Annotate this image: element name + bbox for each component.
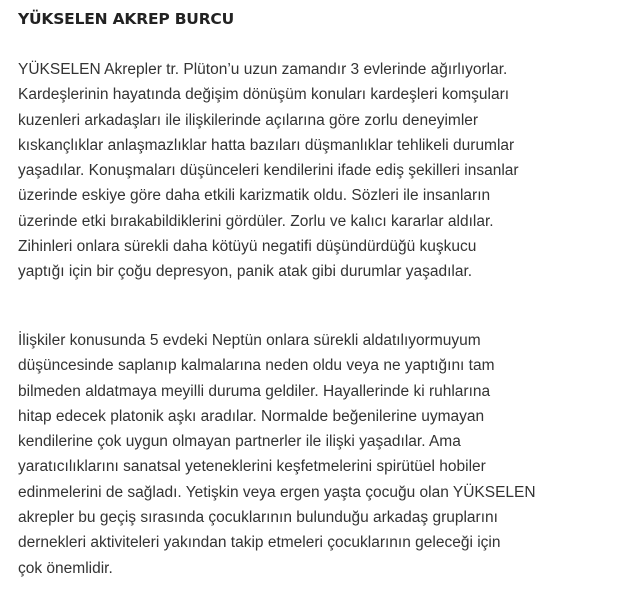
paragraph-line: yaşadılar. Konuşmaları düşünceleri kendilerini ifade ediş şekilleri insanlar <box>18 162 519 180</box>
paragraph-line: çok önemlidir. <box>18 559 113 577</box>
paragraph-line: kendilerine çok uygun olmayan partnerler ile ilişki yaşadılar. Ama <box>18 433 461 451</box>
paragraph-line: düşüncesinde saplanıp kalmalarına neden oldu veya ne yaptığını tam <box>18 357 495 375</box>
paragraph-line: İlişkiler konusunda 5 evdeki Neptün onlara sürekli aldatılıyormuyum <box>18 332 481 349</box>
paragraph-line: üzerinde etki bırakabildiklerini gördüler. Zorlu ve kalıcı kararlar aldılar. <box>18 212 494 230</box>
paragraph-line: Kardeşlerinin hayatında değişim dönüşüm konuları kardeşleri komşuları <box>18 86 510 104</box>
article-title: YÜKSELEN AKREP BURCU <box>18 10 234 28</box>
paragraph-line: dernekleri aktiviteleri yakından takip etmeleri çocuklarının geleceği için <box>18 534 501 552</box>
paragraph-line: kıskançlıklar anlaşmazlıklar hatta bazıları düşmanlıklar tehlikeli durumlar <box>18 136 515 154</box>
paragraph-2 <box>18 328 536 581</box>
paragraph-line: bilmeden aldatmaya meyilli duruma geldiler. Hayallerinde ki ruhlarına <box>18 382 491 400</box>
paragraph-line: yaptığı için bir çoğu depresyon, panik atak gibi durumlar yaşadılar. <box>18 263 473 281</box>
paragraph-line: kuzenleri arkadaşları ile ilişkilerinde açılarına göre zorlu deneyimler <box>18 111 479 129</box>
paragraph-line: hitap edecek platonik aşkı aradılar. Normalde beğenilerine uymayan <box>18 407 485 425</box>
paragraph-line: yaratıcılıklarını sanatsal yeteneklerini keşfetmelerini spirütüel hobiler <box>18 458 486 476</box>
paragraph-line: Zihinleri onlara sürekli daha kötüyü negatifi düşündürdüğü kuşkucu <box>18 238 477 256</box>
paragraph-line: edinmelerini de sağladı. Yetişkin veya ergen yaşta çocuğu olan YÜKSELEN <box>18 483 536 501</box>
paragraph-1 <box>18 57 519 285</box>
paragraph-line: üzerinde eskiye göre daha etkili karizmatik oldu. Sözleri ile insanların <box>18 187 491 205</box>
paragraph-line: akrepler bu geçiş sırasında çocuklarının bulunduğu arkadaş gruplarını <box>18 509 498 527</box>
paragraph-line: YÜKSELEN Akrepler tr. Plüton’u uzun zamandır 3 evlerinde ağırlıyorlar. <box>18 61 508 78</box>
